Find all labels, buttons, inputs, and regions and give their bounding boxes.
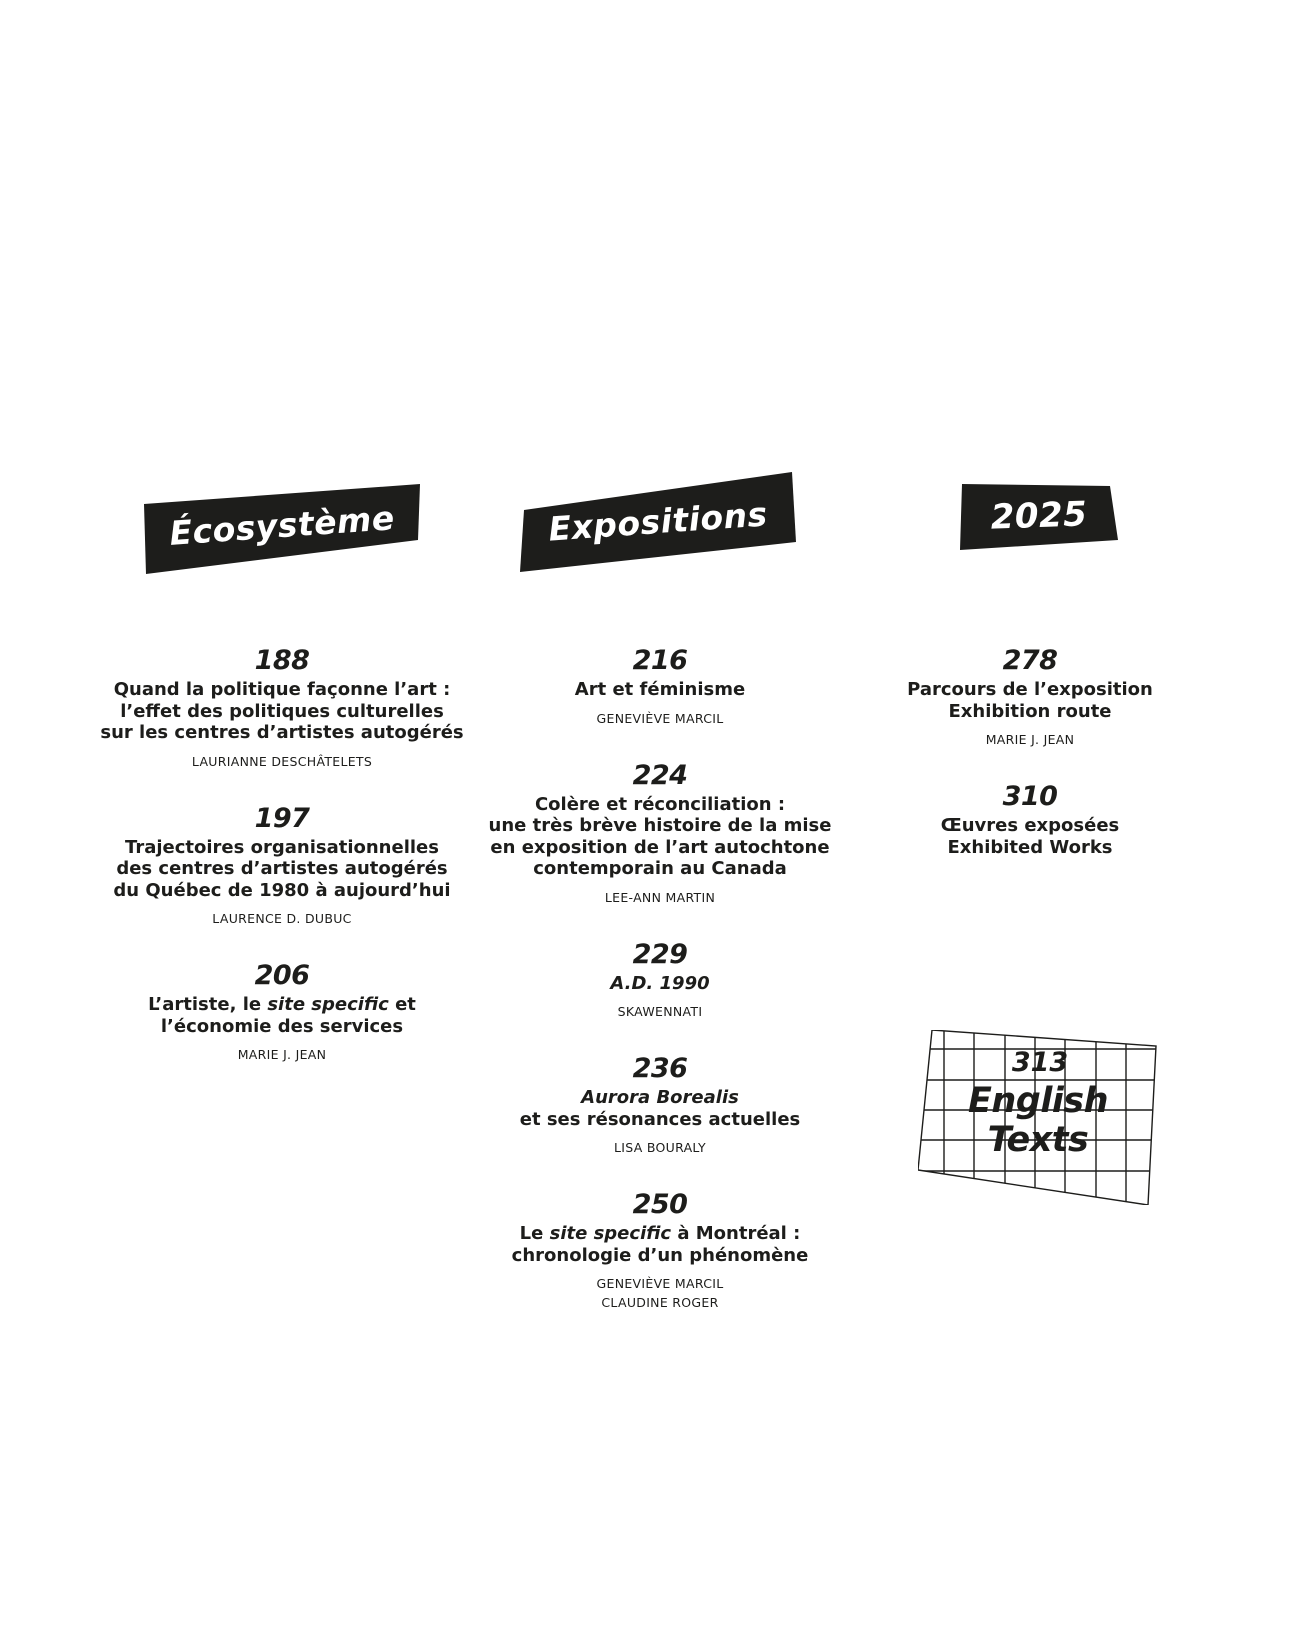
toc-entry[interactable] xyxy=(90,645,474,771)
column-expositions xyxy=(475,645,845,1312)
entry-title: Quand la politique façonne l’art : l’effet des politiques culturelles sur les centres d’artistes autogérés xyxy=(100,679,464,743)
entry-title: Trajectoires organisationnelles des centres d’artistes autogérés du Québec de 1980 à aujourd’hui xyxy=(113,836,451,901)
entry-title: L’artiste, le site specific et l’économie des services xyxy=(148,994,416,1037)
english-texts-link[interactable] xyxy=(918,1030,1158,1205)
page-number: 236 xyxy=(632,1053,688,1084)
section-heading-label: 2025 xyxy=(990,494,1088,538)
toc-entry[interactable] xyxy=(90,960,474,1064)
entry-author: MARIE J. JEAN xyxy=(237,1047,327,1062)
page-number: 250 xyxy=(632,1189,688,1220)
entry-author: GENEVIÈVE MARCIL CLAUDINE ROGER xyxy=(596,1276,724,1310)
entry-title: Parcours de l’exposition Exhibition route xyxy=(907,679,1153,722)
entry-title: Art et féminisme xyxy=(574,679,746,700)
section-heading-label: Écosystème xyxy=(168,498,396,553)
page-number: 313 xyxy=(1011,1047,1069,1078)
toc-entry[interactable] xyxy=(880,781,1180,858)
toc-entry[interactable] xyxy=(90,803,474,929)
page-number: 229 xyxy=(632,938,688,970)
toc-entry[interactable] xyxy=(475,1053,845,1157)
toc-entry[interactable] xyxy=(475,939,845,1022)
entry-author: SKAWENNATI xyxy=(617,1004,703,1019)
column-ecosysteme xyxy=(90,645,474,1064)
page-number: 216 xyxy=(632,645,688,676)
entry-author: GENEVIÈVE MARCIL xyxy=(596,710,724,726)
page-number: 278 xyxy=(1002,645,1058,676)
english-texts-label: English Texts xyxy=(967,1081,1109,1160)
entry-author: LAURIANNE DESCHÂTELETS xyxy=(191,753,373,769)
page-number: 206 xyxy=(254,960,310,991)
toc-entry[interactable] xyxy=(475,760,845,907)
entry-author: MARIE J. JEAN xyxy=(985,732,1075,747)
section-heading-expositions xyxy=(518,472,798,572)
column-2025 xyxy=(880,645,1180,858)
page-number: 197 xyxy=(254,802,310,834)
entry-title: A.D. 1990 xyxy=(610,972,710,994)
entry-author: LAURENCE D. DUBUC xyxy=(212,911,352,926)
entry-title: Le site specific à Montréal : chronologie d’un phénomène xyxy=(511,1223,809,1266)
entry-title: Colère et réconciliation : une très brève histoire de la mise en exposition de l’art autochtone contemporain au Canada xyxy=(488,793,832,879)
entry-author: LISA BOURALY xyxy=(614,1140,706,1155)
section-heading-2025 xyxy=(960,484,1118,552)
toc-entry[interactable] xyxy=(880,645,1180,749)
page-number: 188 xyxy=(254,645,310,676)
section-heading-ecosysteme xyxy=(142,484,422,576)
entry-title: Aurora Borealis et ses résonances actuelles xyxy=(519,1087,801,1130)
entry-author: LEE-ANN MARTIN xyxy=(604,889,716,905)
toc-entry[interactable] xyxy=(475,1189,845,1312)
section-heading-label: Expositions xyxy=(547,494,769,549)
page-number: 310 xyxy=(1002,781,1058,812)
toc-entry[interactable] xyxy=(475,645,845,728)
page-number: 224 xyxy=(632,759,688,791)
entry-title: Œuvres exposées Exhibited Works xyxy=(940,815,1120,858)
